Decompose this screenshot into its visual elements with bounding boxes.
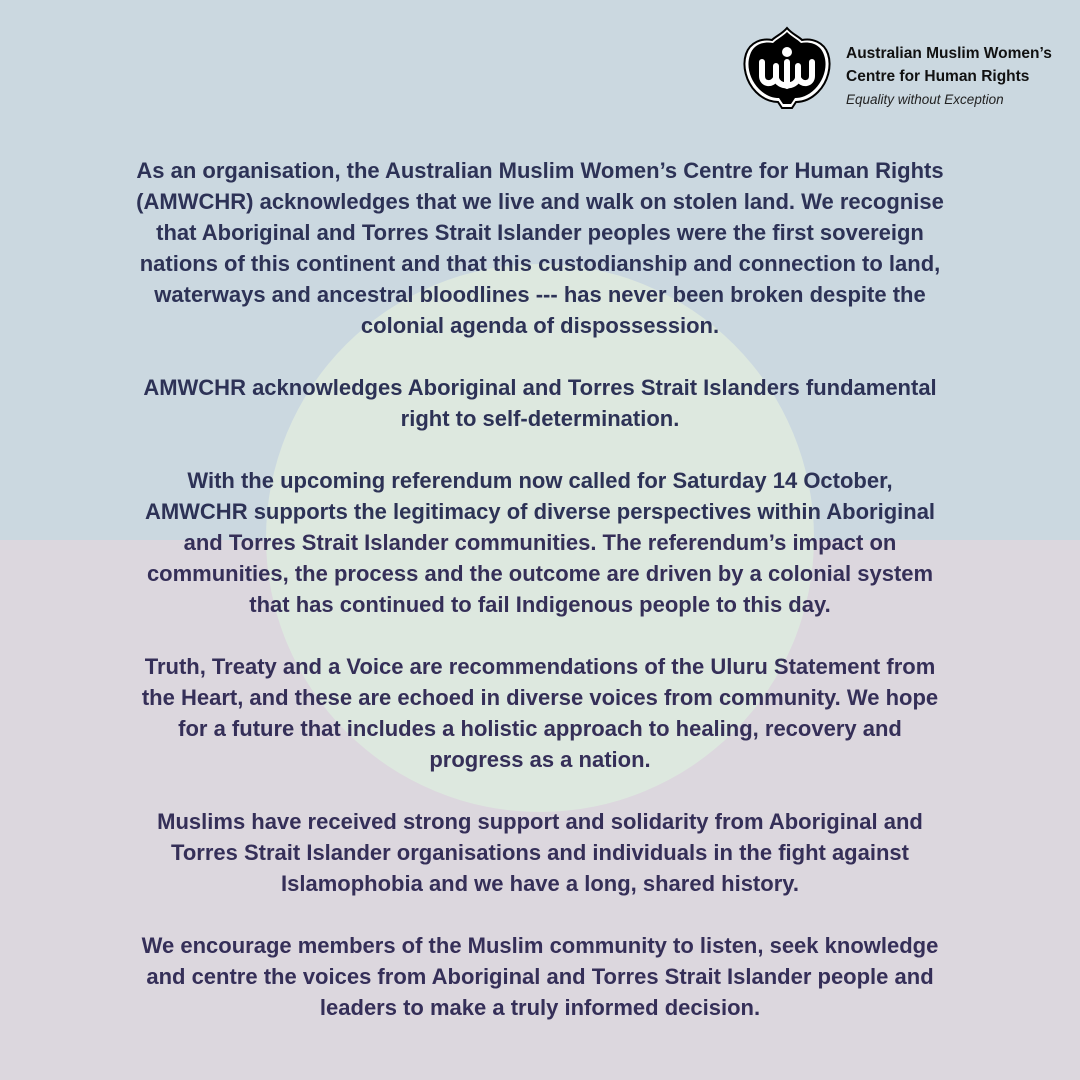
text-line: Truth, Treaty and a Voice are recommendations of the Uluru Statement from xyxy=(144,654,936,679)
text-line: progress as a nation. xyxy=(429,747,651,772)
text-line: colonial agenda of dispossession. xyxy=(360,313,720,338)
text-line: Islamophobia and we have a long, shared history. xyxy=(281,871,799,896)
text-line: Muslims have received strong support and solidarity from Aboriginal and xyxy=(157,809,923,834)
text-line: With the upcoming referendum now called for Saturday 14 October, xyxy=(187,468,893,493)
text-line: We encourage members of the Muslim community to listen, seek knowledge xyxy=(141,933,939,958)
text-line: As an organisation, the Australian Muslim Women’s Centre for Human Rights xyxy=(136,158,944,183)
paragraph-referendum xyxy=(0,465,1080,620)
text-line: the Heart, and these are echoed in diverse voices from community. We hope xyxy=(141,685,939,710)
text-line: nations of this continent and that this custodianship and connection to land, xyxy=(139,251,941,276)
amwchr-emblem-icon xyxy=(742,26,832,110)
paragraph-acknowledgement xyxy=(0,155,1080,341)
paragraph-solidarity xyxy=(0,806,1080,899)
logo-tagline: Equality without Exception xyxy=(846,92,1004,107)
paragraph-encouragement xyxy=(0,930,1080,1023)
text-line: leaders to make a truly informed decision. xyxy=(319,995,761,1020)
text-line: and Torres Strait Islander communities. The referendum’s impact on xyxy=(183,530,897,555)
text-line: (AMWCHR) acknowledges that we live and walk on stolen land. We recognise xyxy=(136,189,944,214)
paragraph-uluru xyxy=(0,651,1080,775)
organisation-logo xyxy=(742,26,1072,112)
statement-body xyxy=(0,155,1080,1054)
text-line: communities, the process and the outcome are driven by a colonial system xyxy=(146,561,934,586)
text-line: that has continued to fail Indigenous people to this day. xyxy=(249,592,831,617)
text-line: AMWCHR acknowledges Aboriginal and Torres Strait Islanders fundamental xyxy=(143,375,937,400)
text-line: right to self-determination. xyxy=(400,406,680,431)
text-line: for a future that includes a holistic approach to healing, recovery and xyxy=(178,716,902,741)
paragraph-self-determination xyxy=(0,372,1080,434)
text-line: and centre the voices from Aboriginal and Torres Strait Islander people and xyxy=(146,964,934,989)
logo-name-line-2: Centre for Human Rights xyxy=(846,68,1030,85)
text-line: that Aboriginal and Torres Strait Islander peoples were the first sovereign xyxy=(156,220,924,245)
text-line: AMWCHR supports the legitimacy of diverse perspectives within Aboriginal xyxy=(144,499,936,524)
text-line: waterways and ancestral bloodlines --- has never been broken despite the xyxy=(154,282,926,307)
text-line: Torres Strait Islander organisations and individuals in the fight against xyxy=(171,840,909,865)
logo-name-line-1: Australian Muslim Women’s xyxy=(846,45,1052,62)
